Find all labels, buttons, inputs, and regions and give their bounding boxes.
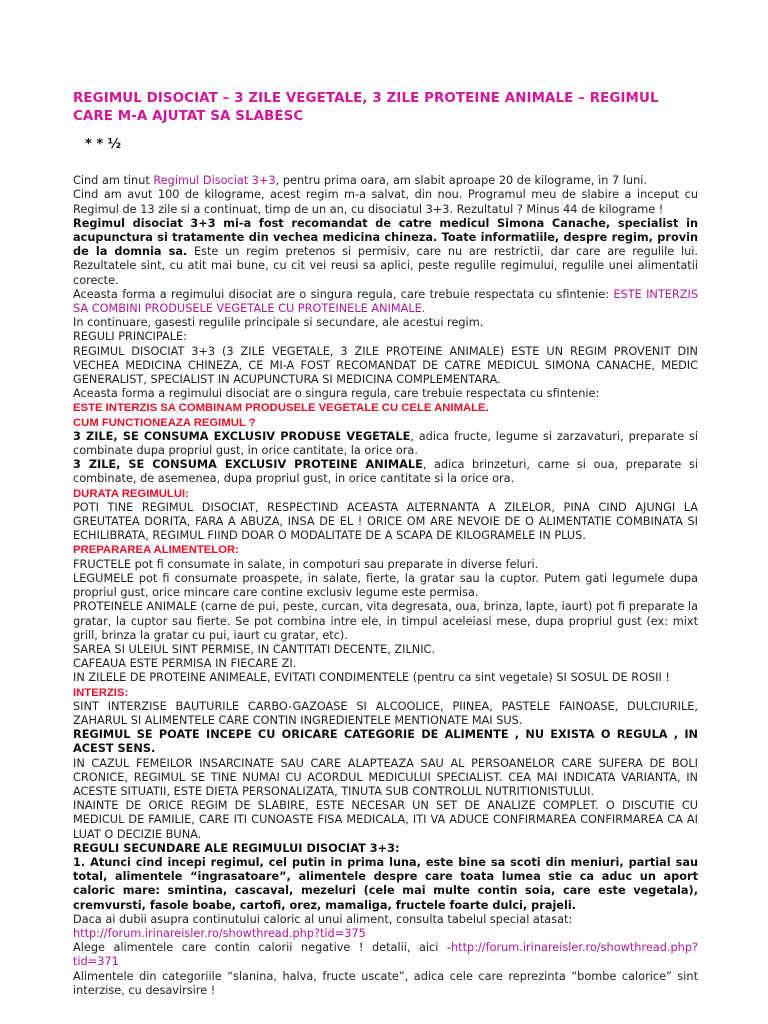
article-title: REGIMUL DISOCIAT – 3 ZILE VEGETALE, 3 ZILE PROTEINE ANIMALE – REGIMUL CARE M-A AJUTAT SA SLABESC [73,91,659,124]
paragraph-intro [73,174,698,188]
paragraph: PROTEINELE ANIMALE (carne de pui, peste, curcan, vita degresata, oua, brinza, lapte, iaurt) pot fi preparate la gratar, la cuptor sau fierte. Se pot combina intre ele, in timpul aceleiasi mese, dupa propriul gust (ex: mixt grill, brinza la gratar cu pui, iaurt cu gratar, etc). [73,600,698,642]
paragraph: Cind am avut 100 de kilograme, acest regim m-a salvat, din nou. Programul meu de slabire a inceput cu Regimul de 13 zile si a continuat, timp de un an, cu disociatul 3+3. Rezultatul ? Minus 44 de kilograme ! [73,188,698,216]
text: Alege alimentele care contin calorii negative ! detalii, aici - [73,941,451,955]
bold-text: 3 ZILE, SE CONSUMA EXCLUSIV PROTEINE ANIMALE [73,458,423,472]
paragraph: Daca ai dubii asupra continutului caloric al unui aliment, consulta tabelul special atasat: [73,912,573,926]
text: , adica brinzeturi, carne si oua, preparate si combinate, de asemenea, dupa propriul gust, in orice cantitate si la orice ora. [73,458,698,486]
paragraph: REGIMUL DISOCIAT 3+3 (3 ZILE VEGETALE, 3 ZILE PROTEINE ANIMALE) ESTE UN REGIM PROVENIT DIN VECHEA MEDICINA CHINEZA, CE MI-A FOST RECOMANDAT DE CATRE MEDICUL SIMONA CANACHE, MEDIC GENERALIST, SPECIALIST IN ACUPUNCTURA SI MEDICINA COMPLEMENTARA. [73,344,698,387]
paragraph [73,941,698,969]
text: Cind am tinut [73,174,154,188]
paragraph: IN ZILELE DE PROTEINE ANIMEALE, EVITATI CONDIMENTELE (pentru ca sint vegetale) SI SOSUL DE ROSII ! [73,671,670,685]
rule-highlight: ESTE INTERZIS SA COMBINI PRODUSELE VEGETALE CU PROTEINELE ANIMALE. [73,287,698,316]
paragraph-bold: REGIMUL SE POATE INCEPE CU ORICARE CATEGORIE DE ALIMENTE , NU EXISTA O REGULA , IN ACEST SENS. [73,728,698,756]
heading-rule: ESTE INTERZIS SA COMBINAM PRODUSELE VEGETALE CU CELE ANIMALE. [73,402,489,415]
rating: * * ½ [85,137,122,152]
heading-forbidden: INTERZIS: [73,686,129,699]
heading-secondary-rules: REGULI SECUNDARE ALE REGIMULUI DISOCIAT 3+3: [73,841,400,855]
regim-link[interactable]: Regimul Disociat 3+3 [153,174,276,188]
paragraph: POTI TINE REGIMUL DISOCIAT, RESPECTIND ACEASTA ALTERNANTA A ZILELOR, PINA CIND AJUNGI LA GREUTATEA DORITA, FARA A ABUZA, INSA DE EL ! ORICE OM ARE NEVOIE DE O ALIMENTATIE COMBINATA SI ECHILIBRATA, REGIMUL FIIND DOAR O MODALITATE DE A SCAPA DE KILOGRAMELE IN PLUS. [73,500,698,543]
bold-text: Regimul disociat 3+3 mi-a fost recomandat de catre medicul Simona Canache, specialist in acupunctura si tratamente din vechea medicina chineza. Toate informatiile, despre regim, provin de la domnia sa. [73,216,698,259]
paragraph: In continuare, gasesti regulile principale si secundare, ale acestui regim. [73,316,484,330]
paragraph [73,288,698,316]
paragraph: IN CAZUL FEMEILOR INSARCINATE SAU CARE ALAPTEAZA SAU AL PERSOANELOR CARE SUFERA DE BOLI CRONICE, REGIMUL SE TINE NUMAI CU ACORDUL MEDICULUI SPECIALIST. CEA MAI INDICATA VARIANTA, IN ACESTE SITUATII, ESTE DIETA PERSONALIZATA, TINUTA SUB CONTROLUL NUTRITIONISTULUI. [73,756,698,798]
heading-duration: DURATA REGIMULUI: [73,487,189,500]
text: , adica fructe, legume si zarzavaturi, preparate si combinate dupa propriul gust, in orice cantitate, la orice ora. [73,429,699,458]
text: Aceasta forma a regimului disociat are o singura regula, care trebuie respectata cu sfintenie: [73,287,614,301]
section-label: REGULI PRINCIPALE: [73,330,187,344]
text: , pentru prima oara, am slabit aproape 20 de kilograme, in 7 luni. [275,174,647,188]
paragraph [73,217,698,288]
text: Este un regim pretenos si permisiv, care nu are restrictii, dar care are regulile lui. Rezultatele sint, cu atit mai bune, cu cit vei reusi sa aplici, peste regulile regimului, regulile unei alimentatii corecte. [73,245,698,287]
negative-calories-link[interactable]: http://forum.irinareisler.ro/showthread.php?tid=371 [73,941,698,969]
heading-preparation: PREPARAREA ALIMENTELOR: [73,544,239,557]
paragraph: LEGUMELE pot fi consumate proaspete, in salate, fierte, la gratar sau la cuptor. Putem gati legumele dupa propriul gust, orice mincare care contine exclusiv legume este permisa. [73,571,698,600]
paragraph-bold: 1. Atunci cind incepi regimul, cel putin in prima luna, este bine sa scoti din meniuri, partial sau total, alimentele “ingrasatoare”, alimentele despre care toata lumea stie ca aduc un aport caloric mare: smintina, cascaval, mezeluri (cele mai multe contin soia, care este vegetala), cremvursti, fasole boabe, cartofi, orez, mamaliga, fructele foarte dulci, prajeli. [73,855,698,912]
paragraph [73,430,698,458]
calorie-table-link[interactable]: http://forum.irinareisler.ro/showthread.php?tid=375 [73,926,366,940]
paragraph: SINT INTERZISE BAUTURILE CARBO-GAZOASE SI ALCOOLICE, PIINEA, PASTELE FAINOASE, DULCIURILE, ZAHARUL SI ALIMENTELE CARE CONTIN INGREDIENTELE MENTIONATE MAI SUS. [73,699,698,727]
paragraph [73,458,698,486]
article [73,90,698,998]
paragraph: Alimentele din categoriile “slanina, halva, fructe uscate”, adica cele care reprezinta “bombe calorice” sint interzise, cu desavirsire ! [73,969,698,997]
heading-how-it-works: CUM FUNCTIONEAZA REGIMUL ? [73,416,256,429]
paragraph: Aceasta forma a regimului disociat are o singura regula, care trebuie respectata cu sfintenie: [73,387,600,401]
paragraph: FRUCTELE pot fi consumate in salate, in compoturi sau preparate in diverse feluri. [73,557,539,571]
bold-text: 3 ZILE, SE CONSUMA EXCLUSIV PRODUSE VEGETALE [73,429,411,443]
paragraph: INAINTE DE ORICE REGIM DE SLABIRE, ESTE NECESAR UN SET DE ANALIZE COMPLET. O DISCUTIE CU MEDICUL DE FAMILIE, CARE ITI CUNOASTE FISA MEDICALA, ITI VA ADUCE CONFIRMAREA CONFIRMAREA CA AI LUAT O DECIZIE BUNA. [73,799,698,841]
paragraph: CAFEAUA ESTE PERMISA IN FIECARE ZI. [73,657,297,671]
paragraph: SAREA SI ULEIUL SINT PERMISE, IN CANTITATI DECENTE, ZILNIC. [73,642,436,656]
